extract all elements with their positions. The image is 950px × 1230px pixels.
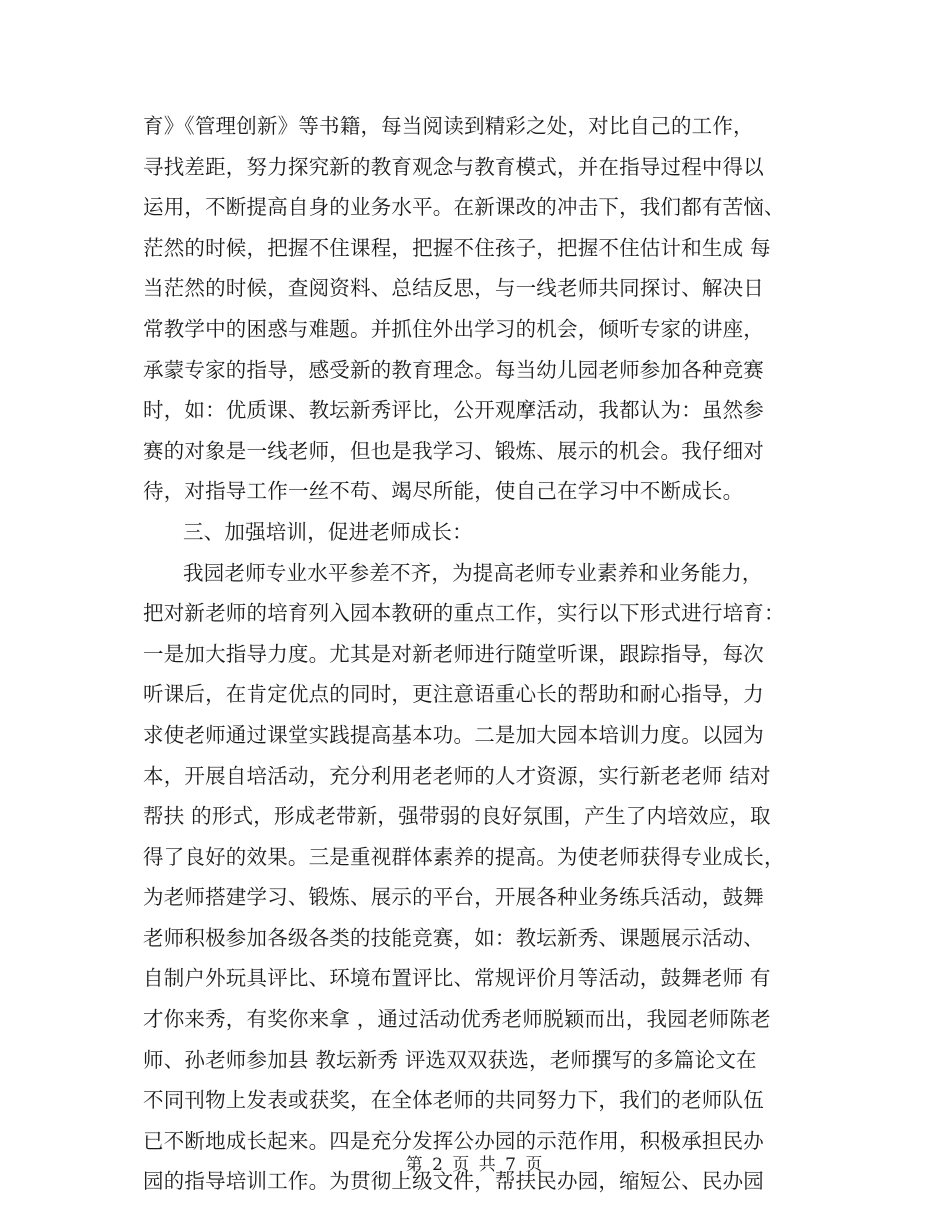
- text-line: 才你来秀，有奖你来拿 ，通过活动优秀老师脱颖而出，我园老师陈老: [143, 1007, 771, 1032]
- text-line: 我园老师专业水平参差不齐，为提高老师专业素养和业务能力，: [183, 560, 763, 585]
- text-line: 为老师搭建学习、锻炼、展示的平台，开展各种业务练兵活动，鼓舞: [143, 885, 764, 910]
- text-line: 老师积极参加各级各类的技能竞赛，如：教坛新秀、课题展示活动、: [143, 925, 764, 950]
- text-line: 园的指导培训工作。为贯彻上级文件，帮扶民办园，缩短公、民办园: [143, 1169, 764, 1194]
- text-line: 本，开展自培活动，充分利用老老师的人才资源，实行新老老师 结对: [143, 763, 771, 788]
- text-line: 一是加大指导力度。尤其是对新老师进行随堂听课，跟踪指导，每次: [143, 641, 764, 666]
- text-line: 已不断地成长起来。四是充分发挥公办园的示范作用，积极承担民办: [143, 1128, 764, 1153]
- text-line: 寻找差距，努力探究新的教育观念与教育模式，并在指导过程中得以: [143, 154, 764, 179]
- text-line: 把对新老师的培育列入园本教研的重点工作，实行以下形式进行培育：: [143, 601, 785, 626]
- text-line: 赛的对象是一线老师，但也是我学习、锻炼、展示的机会。我仔细对: [143, 438, 764, 463]
- text-line: 不同刊物上发表或获奖，在全体老师的共同努力下，我们的老师队伍: [143, 1088, 764, 1113]
- text-line: 得了良好的效果。三是重视群体素养的提高。为使老师获得专业成长，: [143, 844, 785, 869]
- text-line: 育》《管理创新》等书籍，每当阅读到精彩之处，对比自己的工作，: [143, 114, 754, 138]
- text-line: 求使老师通过课堂实践提高基本功。二是加大园本培训力度。以园为: [143, 722, 764, 747]
- text-line: 帮扶 的形式，形成老带新，强带弱的良好氛围，产生了内培效应，取: [143, 804, 771, 829]
- text-line: 茫然的时候，把握不住课程，把握不住孩子，把握不住估计和生成 每: [143, 235, 771, 260]
- text-line: 听课后，在肯定优点的同时，更注意语重心长的帮助和耐心指导，力: [143, 682, 764, 707]
- text-line: 常教学中的困惑与难题。并抓住外出学习的机会，倾听专家的讲座，: [143, 316, 764, 341]
- text-line: 时，如：优质课、教坛新秀评比，公开观摩活动，我都认为：虽然参: [143, 398, 764, 423]
- text-line: 自制户外玩具评比、环境布置评比、常规评价月等活动，鼓舞老师 有: [143, 966, 771, 991]
- page-number: 第 2 页 共 7 页: [405, 1155, 545, 1175]
- text-line: 运用，不断提高自身的业务水平。在新课改的冲击下，我们都有苦恼、: [143, 195, 785, 220]
- text-line: 当茫然的时候，查阅资料、总结反思，与一线老师共同探讨、解决日: [143, 276, 764, 301]
- text-line: 师、孙老师参加县 教坛新秀 评选双双获选，老师撰写的多篇论文在: [143, 1047, 757, 1072]
- text-line: 待，对指导工作一丝不苟、竭尽所能，使自己在学习中不断成长。: [143, 479, 744, 504]
- text-line: 承蒙专家的指导，感受新的教育理念。每当幼儿园老师参加各种竞赛: [143, 357, 764, 382]
- body-text: [143, 106, 803, 1202]
- section-heading: 三、加强培训，促进老师成长：: [183, 519, 473, 544]
